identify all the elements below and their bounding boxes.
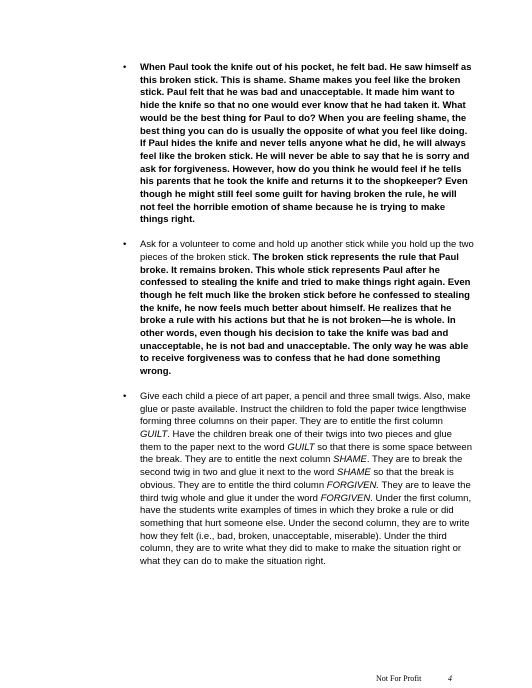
text-run: The broken stick represents the rule that Paul broke. It remains broken. This whole stick represents Paul after he confessed to stealing the knife and tried to make things right again. Even though he felt much like the broken stick before he confessed to stealing the knife, he now feels much better about himself. He realizes that he broke a rule with his actions but that he is not broken—he is whole. In other words, even though his decision to take the knife was bad and unacceptable, he is not bad and unacceptable. The only way he was able to receive forgiveness was to confess that he had done something wrong. (140, 251, 471, 378)
bullet-item (117, 391, 474, 569)
bullet-marker: • (123, 390, 127, 402)
text-run-italic: SHAME (336, 467, 371, 479)
text-run-italic: FORGIVEN. (326, 479, 380, 491)
text-run: so that there is some space between the break. They are to entitle the next column (140, 441, 472, 466)
bullet-text (140, 391, 474, 569)
text-run-italic: FORGIVEN (320, 492, 371, 504)
text-run: When Paul took the knife out of his pocket, he felt bad. He saw himself as this broken stick. This is shame. Shame makes you feel like the broken stick. Paul felt that he was bad and unacceptable. It made him want to hide the knife so that no one would ever know that he had taken it. What would be the best thing for Paul to do? When you are feeling shame, the best thing you can do is usually the opposite of what you feel like doing. If Paul hides the knife and never tells anyone what he did, he will always feel like the broken stick. He will never be able to say that he is sorry and ask for forgiveness. However, how do you think he would feel if he tells his parents that he took the knife and returns it to the shopkeeper? Even though he might still feel some guilt for having broken the rule, he will not feel the horrible emotion of shame because he is trying to make things right. (140, 62, 472, 226)
text-run: Give each child a piece of art paper, a pencil and three small twigs. Also, make glue or paste available. Instruct the children to fold the paper twice lengthwise forming three columns on their paper. They are to entitle the first column (140, 390, 471, 428)
bullet-text (140, 62, 474, 227)
bullet-marker: • (123, 239, 127, 251)
text-run: . Have the children break one of their twigs into two pieces and glue them to the paper next to the word (140, 428, 452, 453)
text-run-italic: SHAME (333, 454, 367, 466)
text-run: Ask for a volunteer to come and hold up another stick while you hold up the two pieces of the broken stick. (140, 239, 474, 263)
text-run: . They are to break the second twig in two and glue it next to the word (140, 454, 463, 479)
text-run: They are to leave the third twig whole and glue it under the word (140, 479, 471, 504)
bullet-text (140, 239, 474, 379)
text-run: . Under the first column, have the students write examples of times in which they broke a rule or did something that hurt someone else. Under the second column, they are to write how they felt (i.e., bad, broken, unacceptable, miserable). Under the third column, they are to write what they did to make to make the situation right or what they can do to make the situation right. (140, 492, 472, 568)
text-run-italic: GUILT (140, 428, 168, 440)
bullet-item (117, 239, 474, 379)
page-number: 4 (448, 674, 452, 683)
footer-text: Not For Profit (376, 674, 422, 683)
bullet-marker: • (123, 62, 127, 73)
text-run-italic: GUILT (287, 441, 315, 453)
text-run: so that the break is obvious. They are to entitle the third column (140, 467, 454, 491)
bullet-list (117, 62, 474, 581)
bullet-item (117, 62, 474, 227)
